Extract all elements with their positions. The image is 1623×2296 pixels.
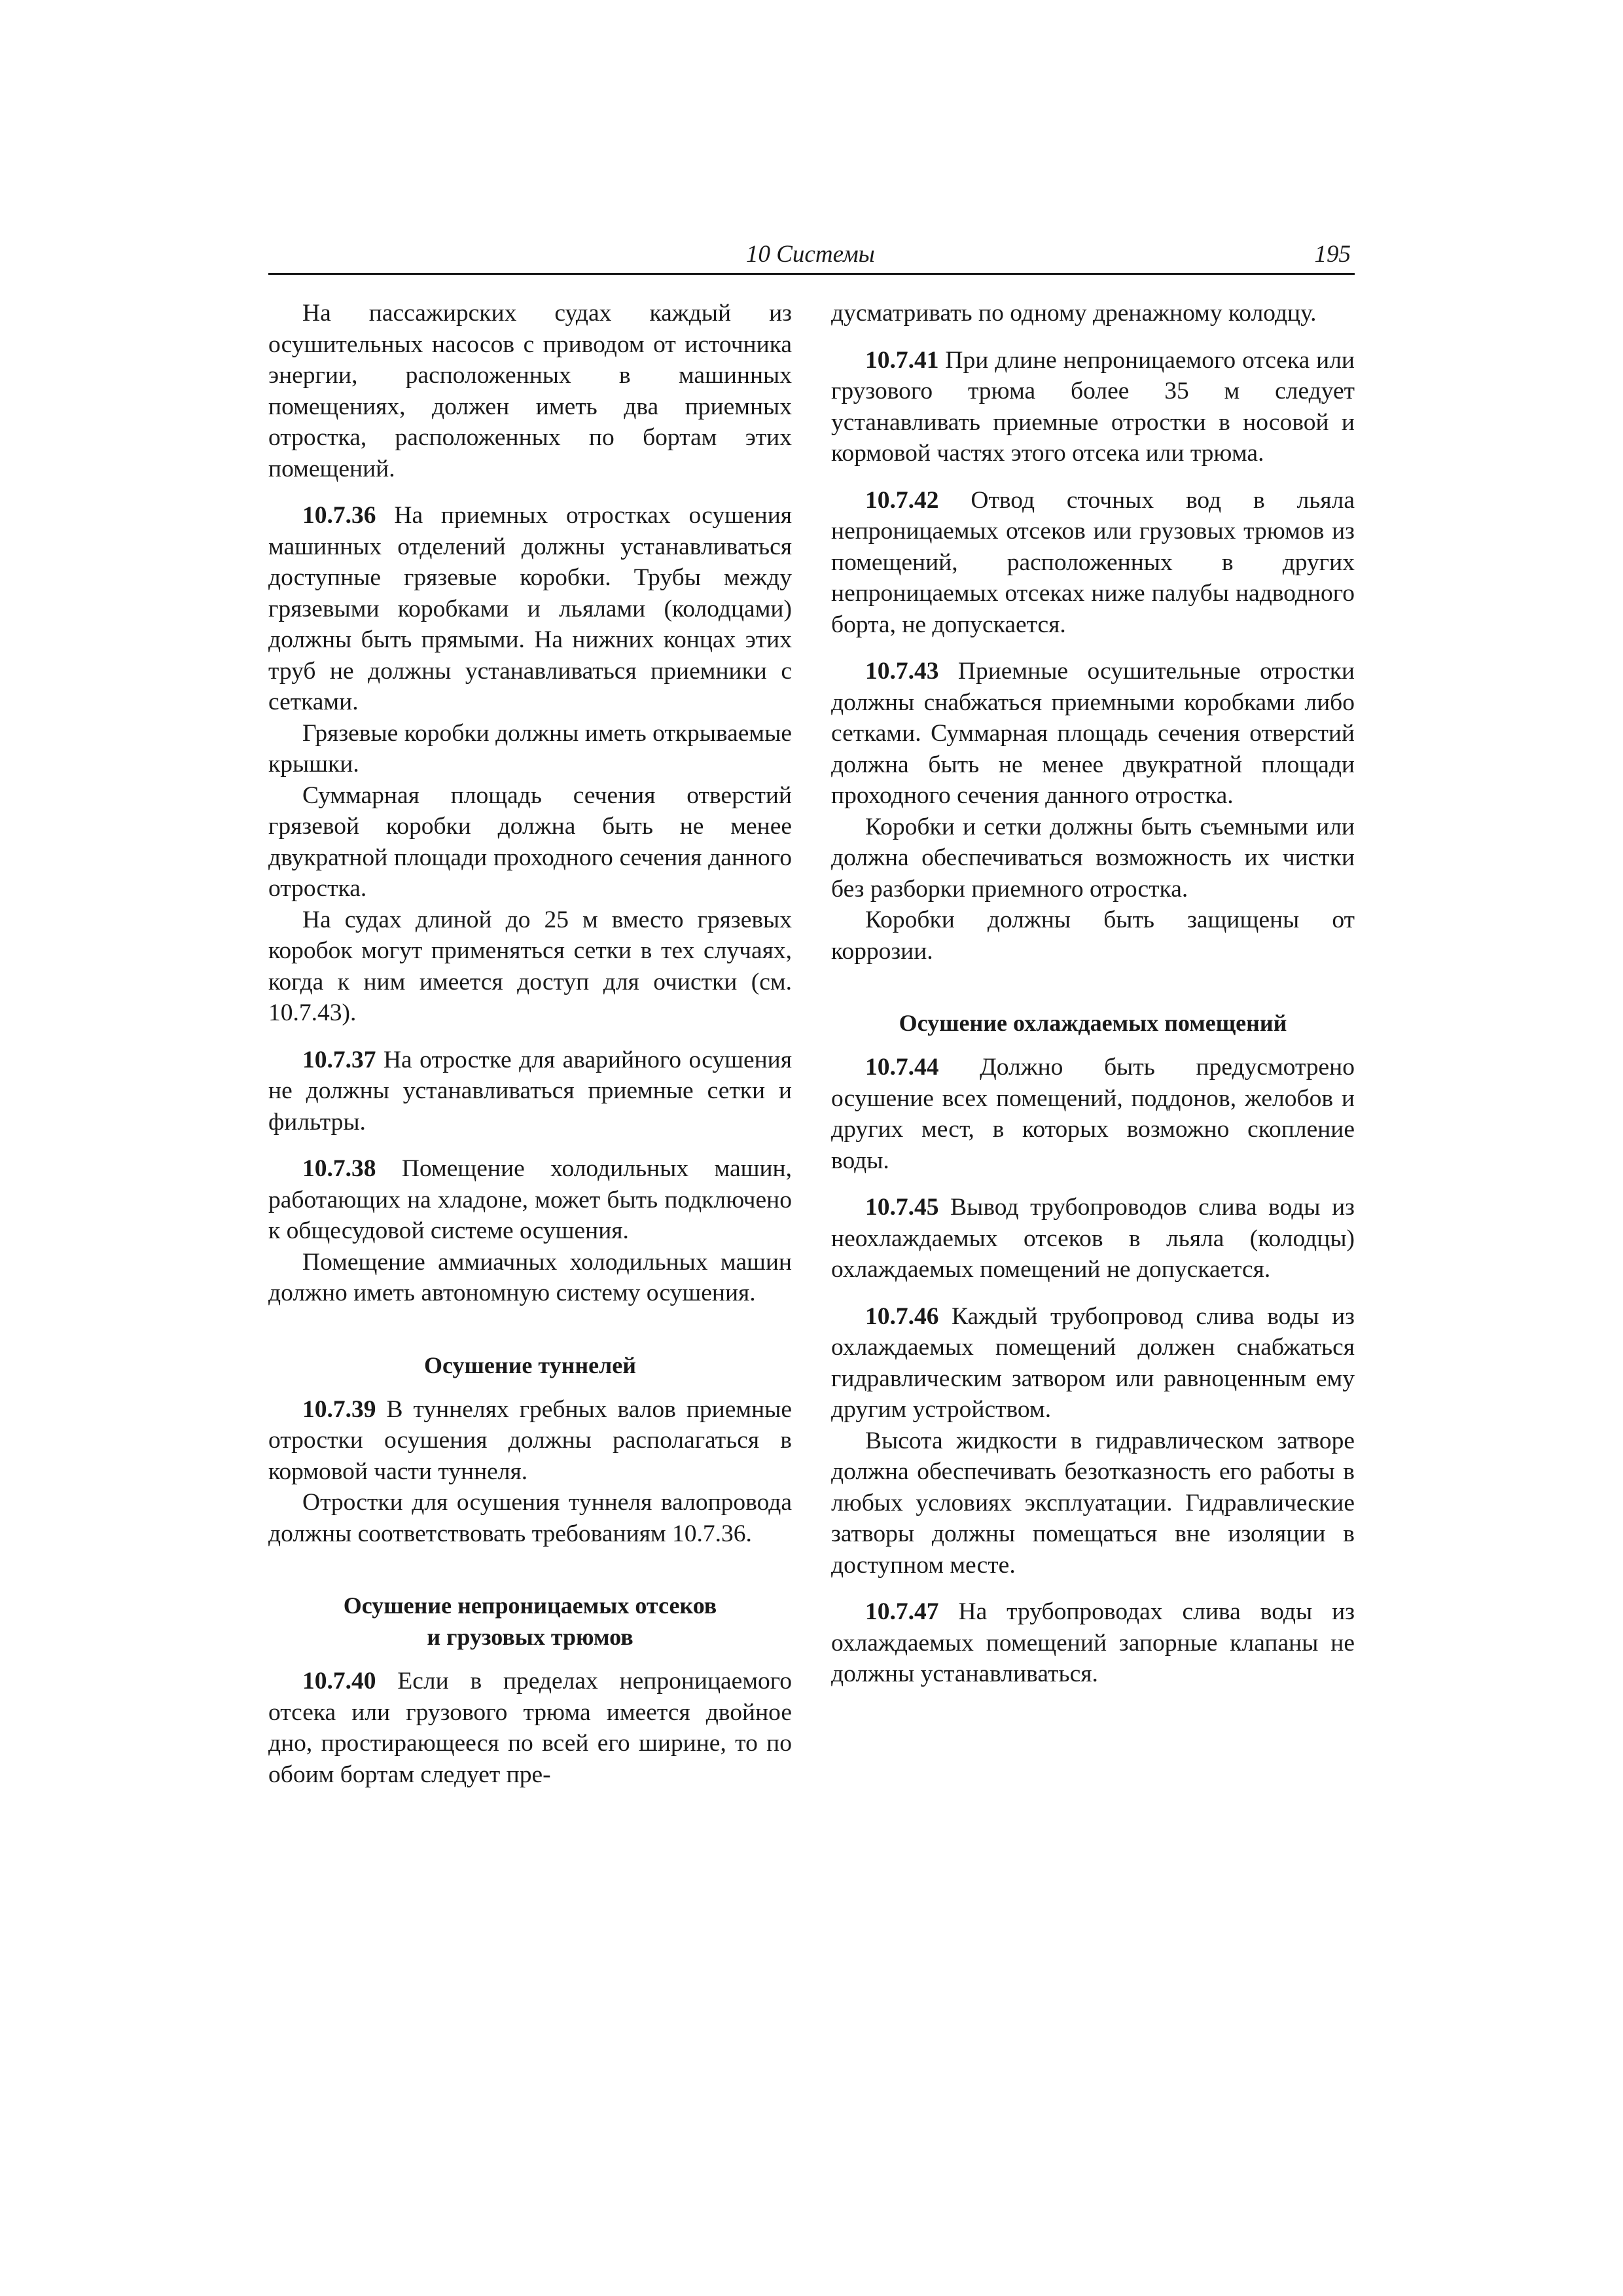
section-heading-cooled: Осушение охлаждаемых помещений — [899, 1010, 1287, 1036]
paragraph: Помещение аммиачных холодильных машин должно иметь автономную систему осушения. — [268, 1248, 792, 1306]
clause-number: 10.7.46 — [865, 1302, 939, 1330]
clause-text: Приемные осушительные отростки должны снабжаться приемными коробками либо сетками. Суммарная площадь сечения отверстий должна быть не менее двукратной площади проходного сечения данного отростка. — [831, 658, 1355, 809]
paragraph: Отростки для осушения туннеля валопровода должны соответствовать требованиям 10.7.36. — [268, 1489, 792, 1547]
right-column — [831, 298, 1355, 1690]
clause-number: 10.7.36 — [302, 502, 376, 529]
clause-number: 10.7.44 — [865, 1054, 939, 1081]
clause-10-7-38 — [268, 1153, 792, 1247]
clause-text: На приемных отростках осушения машинных отделений должны устанавливаться доступные грязевые коробки. Трубы между грязевыми коробками и льялами (колодцами) должны быть прямыми. На нижних концах этих труб не должны устанавливаться приемники с сетками. — [268, 502, 793, 715]
clause-10-7-43 — [831, 656, 1355, 812]
section-heading-holds-line1: Осушение непроницаемых отсеков — [343, 1592, 717, 1619]
clause-10-7-36 — [268, 500, 792, 718]
clause-number: 10.7.39 — [302, 1395, 376, 1423]
clause-10-7-41 — [831, 345, 1355, 469]
clause-text: При длине непроницаемого отсека или грузового трюма более 35 м следует устанавливать приемные отростки в носовой и кормовой частях этого отсека или трюма. — [831, 346, 1355, 467]
clause-number: 10.7.42 — [865, 486, 939, 514]
clause-number: 10.7.43 — [865, 658, 939, 685]
clause-10-7-37 — [268, 1045, 792, 1138]
clause-number: 10.7.38 — [302, 1155, 376, 1182]
paragraph-continuation: дусматривать по одному дренажному колодцу. — [831, 300, 1317, 327]
running-header — [268, 239, 1355, 275]
clause-number: 10.7.37 — [302, 1046, 376, 1073]
clause-10-7-46 — [831, 1301, 1355, 1426]
paragraph: Коробки и сетки должны быть съемными или должна обеспечиваться возможность их чистки без разборки приемного отростка. — [831, 813, 1355, 903]
section-heading-holds-line2: и грузовых трюмов — [427, 1624, 633, 1650]
section-heading-tunnels: Осушение туннелей — [424, 1352, 636, 1378]
clause-10-7-47 — [831, 1596, 1355, 1690]
clause-number: 10.7.47 — [865, 1598, 939, 1625]
section-title: 10 Системы — [746, 241, 875, 268]
clause-text: Каждый трубопровод слива воды из охлаждаемых помещений должен снабжаться гидравлическим затвором или равноценным ему другим устройством. — [831, 1302, 1355, 1423]
clause-text: На отростке для аварийного осушения не должны устанавливаться приемные сетки и фильтры. — [268, 1046, 792, 1136]
page-number: 195 — [1314, 241, 1351, 268]
clause-text: В туннелях гребных валов приемные отростки осушения должны располагаться в кормовой части туннеля. — [268, 1395, 793, 1485]
clause-text: Вывод трубопроводов слива воды из неохлаждаемых отсеков в льяла (колодцы) охлаждаемых помещений не допускается. — [831, 1194, 1355, 1283]
clause-text: На трубопроводах слива воды из охлаждаемых помещений запорные клапаны не должны устанавливаться. — [831, 1598, 1355, 1687]
clause-text: Должно быть предусмотрено осушение всех помещений, поддонов, желобов и других мест, в которых возможно скопление воды. — [831, 1054, 1355, 1174]
clause-number: 10.7.40 — [302, 1668, 376, 1695]
clause-10-7-44 — [831, 1052, 1355, 1176]
clause-text: Помещение холодильных машин, работающих на хладоне, может быть подключено к общесудовой системе осушения. — [268, 1155, 792, 1244]
paragraph: Грязевые коробки должны иметь открываемые крышки. — [268, 719, 792, 778]
paragraph: На судах длиной до 25 м вместо грязевых коробок могут применяться сетки в тех случаях, когда к ним имеется доступ для очистки (см. 10.7.43). — [268, 906, 792, 1026]
left-column — [268, 298, 792, 1790]
paragraph: На пассажирских судах каждый из осушительных насосов с приводом от источника энергии, расположенных в машинных помещениях, должен иметь два приемных отростка, расположенных по бортам этих помещений. — [268, 300, 792, 482]
clause-number: 10.7.45 — [865, 1194, 939, 1221]
clause-10-7-39 — [268, 1394, 792, 1488]
clause-10-7-45 — [831, 1192, 1355, 1285]
clause-text: Отвод сточных вод в льяла непроницаемых отсеков или грузовых трюмов из помещений, расположенных в других непроницаемых отсеках ниже палубы надводного борта, не допускается. — [831, 486, 1355, 638]
clause-number: 10.7.41 — [865, 346, 939, 374]
clause-10-7-42 — [831, 485, 1355, 641]
paragraph: Коробки должны быть защищены от коррозии. — [831, 906, 1355, 965]
paragraph: Высота жидкости в гидравлическом затворе должна обеспечивать безотказность его работы в любых условиях эксплуатации. Гидравлические затворы должны помещаться вне изоляции в доступном месте. — [831, 1427, 1355, 1579]
clause-10-7-40 — [268, 1666, 792, 1790]
clause-text: Если в пределах непроницаемого отсека или грузового трюма имеется двойное дно, простирающееся по всей его ширине, то по обоим бортам следует пре- — [268, 1668, 793, 1788]
paragraph: Суммарная площадь сечения отверстий грязевой коробки должна быть не менее двукратной площади проходного сечения данного отростка. — [268, 781, 792, 902]
